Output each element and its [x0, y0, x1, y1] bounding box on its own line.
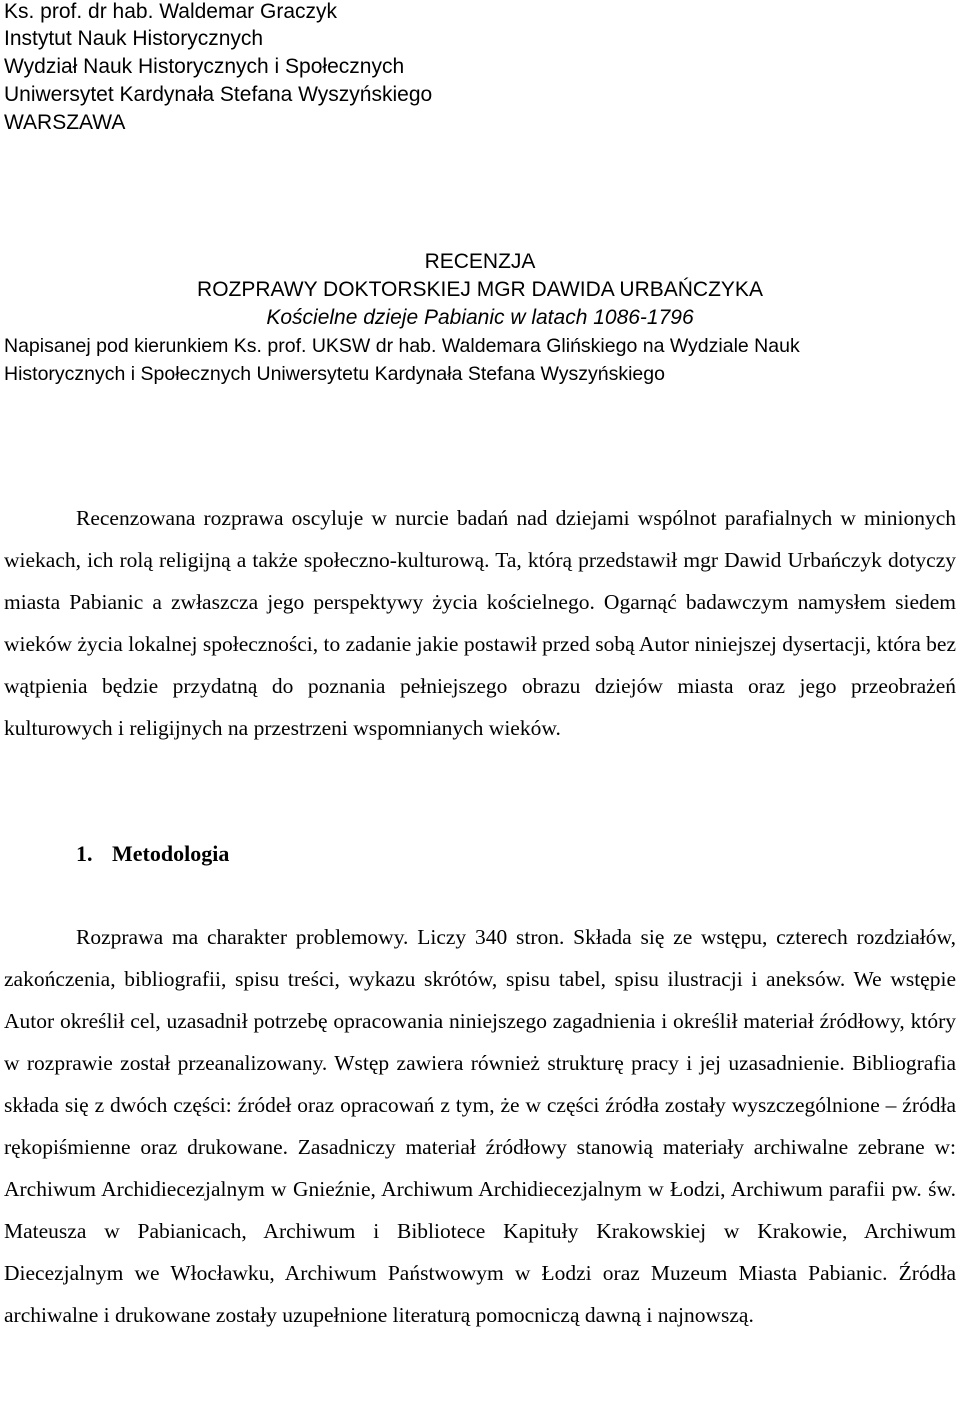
methodology-paragraph — [4, 916, 956, 1336]
dissertation-heading: ROZPRAWY DOKTORSKIEJ MGR DAWIDA URBAŃCZYKA — [197, 278, 763, 301]
supervisor-line: Napisanej pod kierunkiem Ks. prof. UKSW dr hab. Waldemara Glińskiego na Wydziale Nauk — [4, 335, 800, 357]
review-label: RECENZJA — [424, 250, 536, 273]
intro-text: Recenzowana rozprawa oscyluje w nurcie badań nad dziejami wspólnot parafialnych w minionych wiekach, ich rolą religijną a także społeczno-kulturową. Ta, którą przedstawił mgr Dawid Urbańczyk dotyczy miasta Pabianic a zwłaszcza jego perspektywy życia kościelnego. Ogarnąć badawczym namysłem siedem wieków życia lokalnej społeczności, to zadanie jakie postawił przed sobą Autor niniejszej dysertacji, która bez wątpienia będzie przydatną do poznania pełniejszego obrazu dziejów miasta oraz jego przeobrażeń kulturowych i religijnych na przestrzeni wspomnianych wieków. — [4, 506, 956, 740]
author-university: Uniwersytet Kardynała Stefana Wyszyńskiego — [4, 83, 433, 106]
author-institute: Instytut Nauk Historycznych — [4, 27, 264, 50]
intro-paragraph — [4, 497, 956, 749]
author-name: Ks. prof. dr hab. Waldemar Graczyk — [4, 0, 337, 23]
author-city: WARSZAWA — [4, 111, 126, 134]
section-title: Metodologia — [112, 841, 230, 866]
section-number: 1. — [76, 841, 93, 866]
section-heading — [76, 840, 229, 868]
methodology-text: Rozprawa ma charakter problemowy. Liczy 340 stron. Składa się ze wstępu, czterech rozdziałów, zakończenia, bibliografii, spisu treści, wykazu skrótów, spisu tabel, spisu ilustracji i aneksów. We wstępie Autor określił cel, uzasadnił potrzebę opracowania niniejszego zagadnienia i określił materiał źródłowy, który w rozprawie został przeanalizowany. Wstęp zawiera również strukturę pracy i jej uzasadnienie. Bibliografia składa się z dwóch części: źródeł oraz opracowań z tym, że w części źródła zostały wyszczególnione – źródła rękopiśmienne oraz drukowane. Zasadniczy materiał źródłowy stanowią materiały archiwalne zebrane w: Archiwum Archidiecezjalnym w Gnieźnie, Archiwum Archidiecezjalnym w Łodzi, Archiwum parafii pw. św. Mateusza w Pabianicach, Archiwum i Bibliotece Kapituły Krakowskiej w Krakowie, Archiwum Diecezjalnym we Włocławku, Archiwum Państwowym w Łodzi oraz Muzeum Miasta Pabianic. Źródła archiwalne i drukowane zostały uzupełnione literaturą pomocniczą dawną i najnowszą. — [4, 925, 956, 1327]
dissertation-title: Kościelne dzieje Pabianic w latach 1086-1796 — [266, 306, 694, 329]
faculty-line: Historycznych i Społecznych Uniwersytetu Kardynała Stefana Wyszyńskiego — [4, 363, 665, 385]
author-faculty: Wydział Nauk Historycznych i Społecznych — [4, 55, 405, 78]
